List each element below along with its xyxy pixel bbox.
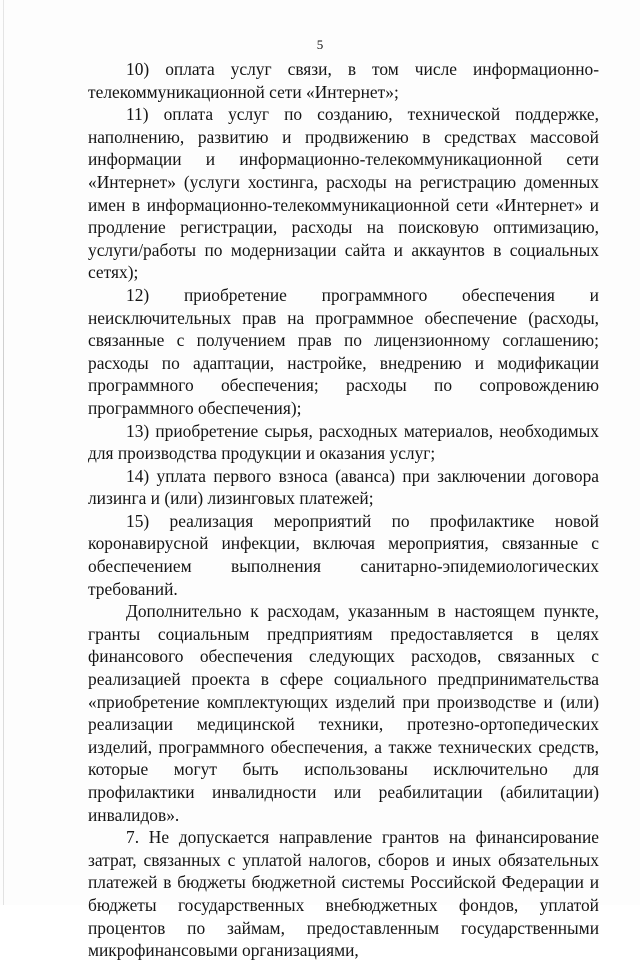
paragraph-item-12: 12) приобретение программного обеспечения и неисключительных прав на программное обеспечение (расходы, связанные с получением прав по лицензионному соглашению; расходы по адаптации, настройке, внедрению и модификации программного обеспечения; расходы по сопровождению программного обеспечения);	[88, 284, 599, 418]
paragraph-item-11: 11) оплата услуг по созданию, технической поддержке, наполнению, развитию и продвижению в средствах массовой информации и информационно-телекоммуникационной сети «Интернет» (услуги хостинга, расходы на регистрацию доменных имен в информационно-телекоммуникационной сети «Интернет» и продление регистрации, расходы на поисковую оптимизацию, услуги/работы по модернизации сайта и аккаунтов в социальных сетях);	[88, 104, 599, 283]
paragraph-section-7: 7. Не допускается направление грантов на финансирование затрат, связанных с уплатой налогов, сборов и иных обязательных платежей в бюджеты бюджетной системы Российской Федерации и бюджеты государственных внебюджетных фондов, уплатой процентов по займам, предоставленным государственными микрофинансовыми организациями,	[88, 827, 599, 961]
paragraph-additional-expenses: Дополнительно к расходам, указанным в настоящем пункте, гранты социальным предприятиям предоставляется в целях финансового обеспечения следующих расходов, связанных с реализацией проекта в сфере социального предпринимательства «приобретение комплектующих изделий при производстве и (или) реализации медицинской техники, протезно-ортопедических изделий, программного обеспечения, а также технических средств, которые могут быть использованы исключительно для профилактики инвалидности или реабилитации (абилитации) инвалидов».	[88, 601, 599, 825]
page-number: 5	[316, 37, 324, 52]
scan-edge	[3, 0, 4, 905]
paragraph-item-14: 14) уплата первого взноса (аванса) при заключении договора лизинга и (или) лизинговых платежей;	[88, 465, 599, 509]
paragraph-item-15: 15) реализация мероприятий по профилактике новой коронавирусной инфекции, включая мероприятия, связанные с обеспечением выполнения санитарно-эпидемиологических требований.	[88, 510, 599, 599]
paragraph-item-10: 10) оплата услуг связи, в том числе информационно-телекоммуникационной сети «Интернет»;	[88, 59, 599, 102]
page-body	[88, 58, 599, 962]
paragraph-item-13: 13) приобретение сырья, расходных материалов, необходимых для производства продукции и оказания услуг;	[88, 420, 599, 464]
